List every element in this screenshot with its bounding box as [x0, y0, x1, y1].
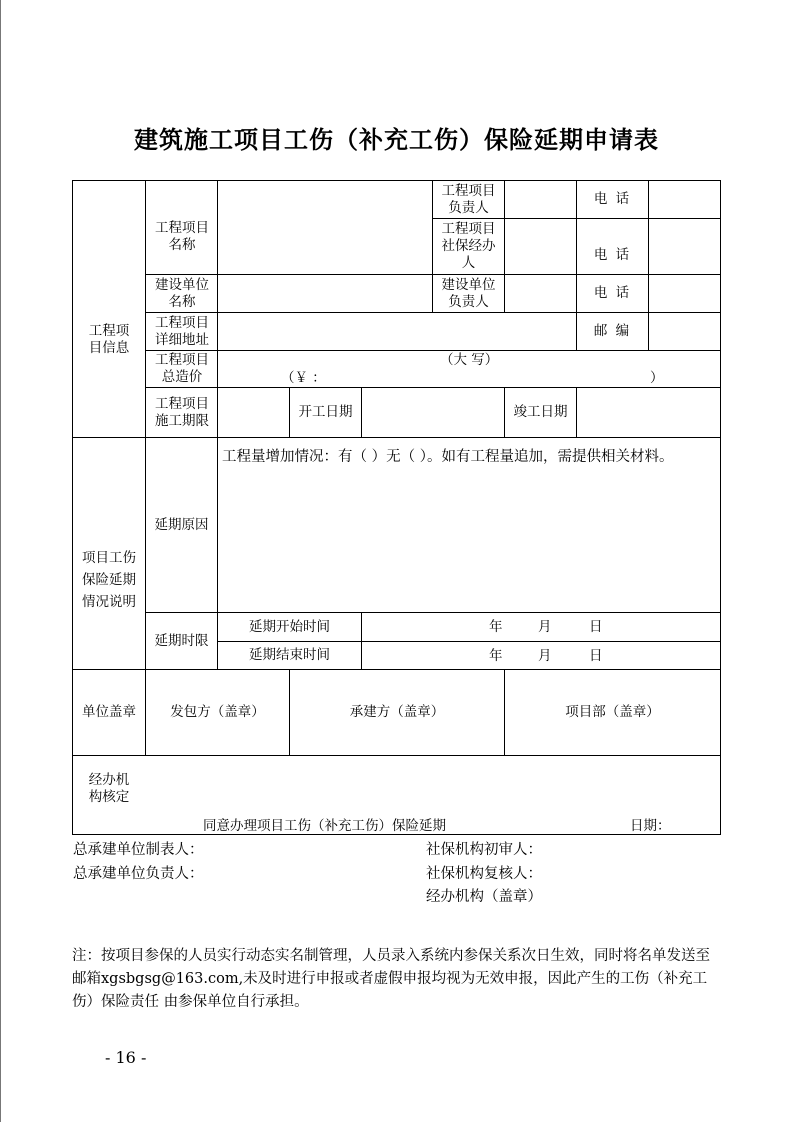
- month-label: 月: [538, 619, 552, 635]
- approval-date-label: 日期：: [630, 818, 671, 834]
- label-address: 工程项目详细地址: [155, 314, 209, 348]
- page-number: - 16 -: [105, 1048, 147, 1067]
- label-project-name: 工程项目名称: [155, 220, 209, 253]
- input-social-handler[interactable]: [505, 219, 576, 274]
- section-approval: 经办机构核定: [88, 771, 130, 805]
- label-delay-start: 延期开始时间: [249, 618, 330, 635]
- label-builder-manager: 建设单位负责人: [441, 276, 496, 310]
- input-builder-name[interactable]: [218, 275, 432, 312]
- label-period: 工程项目施工期限: [155, 395, 209, 429]
- label-delay-reason: 延期原因: [154, 516, 209, 533]
- input-builder-manager[interactable]: [505, 275, 576, 312]
- section-project-info: 工程项目信息: [88, 323, 130, 356]
- approval-text: 同意办理项目工伤（补充工伤）保险延期: [203, 818, 446, 834]
- input-delay-reason[interactable]: [218, 490, 720, 612]
- stamp-project-dept: 项目部（盖章）: [565, 704, 660, 720]
- label-builder-name: 建设单位名称: [155, 276, 209, 310]
- label-end-date: 竣工日期: [513, 404, 568, 420]
- footnote: 注：按项目参保的人员实行动态实名制管理，人员录入系统内参保关系次日生效，同时将名单发送至邮箱xgsbgsg@163.com,未及时进行申报或者虚假申报均视为无效申报，因此产生的工伤（补充工伤）保险责任 由参保单位自行承担。: [72, 948, 710, 1010]
- label-phone-3: 电 话: [593, 285, 632, 301]
- input-phone-3[interactable]: [649, 275, 720, 312]
- input-delay-end-date[interactable]: [362, 642, 720, 669]
- signature-preparer: 总承建单位制表人：: [73, 842, 204, 858]
- label-phone-1: 电 话: [593, 191, 632, 207]
- input-phone-1[interactable]: [649, 181, 720, 218]
- label-social-handler: 工程项目社保经办人: [441, 221, 496, 271]
- day-label: 日: [589, 619, 603, 635]
- signature-second-reviewer: 社保机构复核人：: [426, 866, 542, 882]
- year-label: 年: [489, 619, 503, 635]
- stamp-builder: 承建方（盖章）: [349, 704, 445, 720]
- label-phone-2: 电 话: [593, 246, 632, 263]
- day-label: 日: [589, 648, 603, 664]
- input-delay-start-date[interactable]: [362, 613, 720, 641]
- month-label: 月: [538, 648, 552, 664]
- amount-words-label: （大 写）: [440, 352, 499, 368]
- section-delay-info: 项目工伤保险延期情况说明: [82, 550, 136, 610]
- input-start-date[interactable]: [362, 388, 504, 437]
- amount-symbol-label: （￥ ：: [281, 370, 326, 386]
- year-label: 年: [489, 648, 503, 664]
- label-project-manager: 工程项目负责人: [441, 182, 496, 216]
- input-period[interactable]: [218, 388, 289, 437]
- input-total-cost[interactable]: [218, 351, 720, 387]
- page-edge: [0, 0, 1, 1122]
- label-total-cost: 工程项目总造价: [155, 352, 209, 385]
- signature-agency-stamp: 经办机构（盖章）: [426, 889, 542, 905]
- label-delay-end: 延期结束时间: [249, 647, 330, 663]
- delay-reason-text: 工程量增加情况：有（ ）无（ ）。如有工程量追加，需提供相关材料。: [222, 449, 674, 465]
- input-phone-2[interactable]: [649, 219, 720, 274]
- input-project-manager[interactable]: [505, 181, 576, 218]
- input-address[interactable]: [218, 313, 576, 350]
- section-stamp: 单位盖章: [82, 704, 136, 720]
- input-end-date[interactable]: [577, 388, 720, 437]
- signature-initial-reviewer: 社保机构初审人：: [426, 842, 542, 858]
- amount-close-paren: ）: [650, 370, 664, 386]
- label-delay-period: 延期时限: [154, 632, 209, 649]
- page-title: 建筑施工项目工伤（补充工伤）保险延期申请表: [134, 125, 659, 154]
- label-start-date: 开工日期: [298, 404, 353, 420]
- input-postcode[interactable]: [649, 313, 720, 350]
- signature-responsible: 总承建单位负责人：: [73, 866, 204, 882]
- stamp-contractor: 发包方（盖章）: [170, 704, 265, 720]
- input-project-name[interactable]: [218, 181, 432, 274]
- label-postcode: 邮 编: [593, 323, 632, 339]
